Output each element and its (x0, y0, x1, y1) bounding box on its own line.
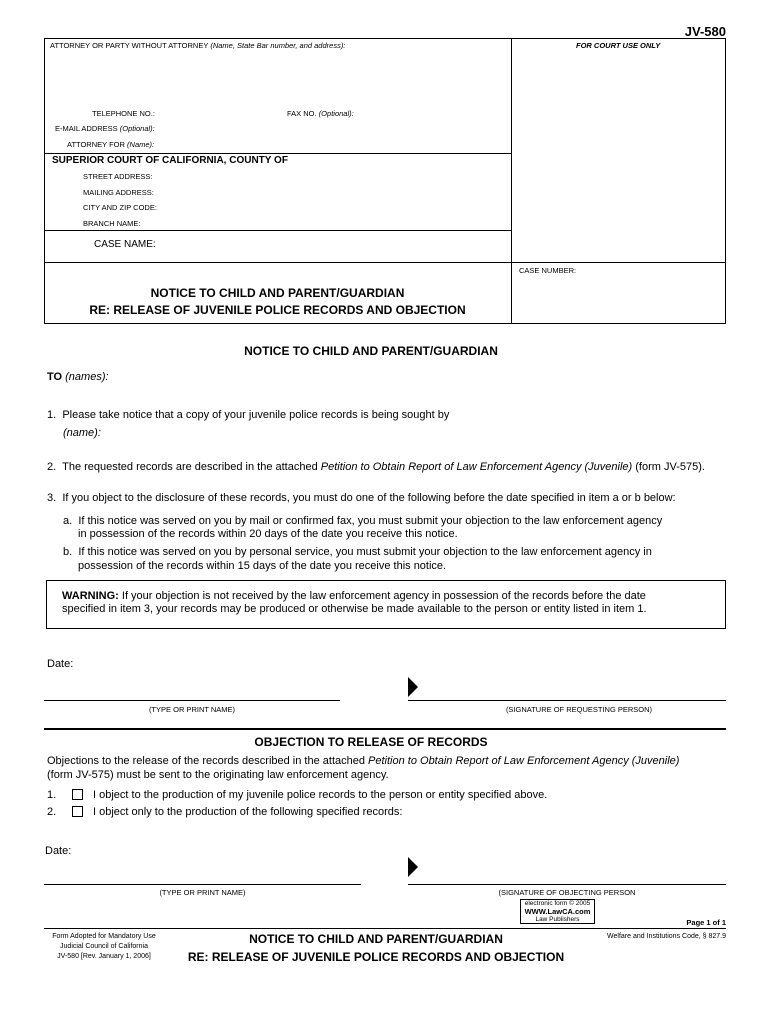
opt-2-num: 2. (47, 806, 57, 818)
sign-arrow-icon-2 (408, 857, 418, 877)
street-label: STREET ADDRESS: (83, 172, 153, 181)
email-label: E-MAIL ADDRESS (Optional): (55, 124, 155, 133)
footer-rule (44, 928, 726, 929)
court-label: SUPERIOR COURT OF CALIFORNIA, COUNTY OF (52, 155, 288, 166)
section-divider (44, 728, 726, 730)
item-3b: b. If this notice was served on you by personal service, you must submit your objection to the law enforcement agency in possession of the records within 15 days of the date you receive this notice. (63, 546, 652, 572)
notice-date-label: Date: (47, 658, 74, 670)
item-3a: a. If this notice was served on you by mail or confirmed fax, you must submit your objection to the law enforcement agency in possession of the records within 20 days of the date you receive this notice. (63, 515, 663, 540)
item-3: 3. If you object to the disclosure of these records, you must do one of the following before the date specified in item a or b below: (47, 492, 676, 504)
objection-name-line[interactable] (44, 884, 361, 885)
objection-signature-line[interactable] (408, 884, 726, 885)
lawca-stamp: electronic form © 2005 WWW.LawCA.com Law Publishers (520, 899, 595, 924)
city-label: CITY AND ZIP CODE: (83, 203, 157, 212)
notice-heading: NOTICE TO CHILD AND PARENT/GUARDIAN (244, 344, 498, 358)
branch-label: BRANCH NAME: (83, 219, 141, 228)
objection-date-label: Date: (45, 845, 72, 857)
caption-box (44, 38, 726, 324)
notice-type-print: (TYPE OR PRINT NAME) (148, 705, 236, 714)
court-use-label: FOR COURT USE ONLY (576, 41, 661, 50)
opt-1-num: 1. (47, 789, 57, 801)
to-label: TO (names): (47, 371, 109, 383)
sign-arrow-icon (408, 677, 418, 697)
item-2: 2. The requested records are described in the attached Petition to Obtain Report of Law Enforcement Agency (Juvenile) (form JV-575). (47, 461, 705, 473)
item-1: 1. Please take notice that a copy of your juvenile police records is being sought by (47, 409, 450, 421)
warning-text: WARNING: If your objection is not received by the law enforcement agency in possession of the records before the date specified in item 3, your records may be produced or otherwise be made available to the person or entity listed in item 1. (62, 590, 647, 615)
notice-signature-caption: (SIGNATURE OF REQUESTING PERSON) (505, 705, 653, 714)
opt-2-text: I object only to the production of the following specified records: (93, 806, 403, 818)
telephone-label: TELEPHONE NO.: (92, 109, 155, 118)
opt-1-text: I object to the production of my juvenile police records to the person or entity specified above. (93, 789, 548, 801)
code-ref: Welfare and Institutions Code, § 827.9 (607, 933, 726, 940)
caption-title: NOTICE TO CHILD AND PARENT/GUARDIAN RE: RELEASE OF JUVENILE POLICE RECORDS AND OBJECTION (89, 286, 466, 317)
opt-1-checkbox[interactable] (72, 789, 83, 800)
page-number: Page 1 of 1 (686, 918, 726, 927)
case-number-label: CASE NUMBER: (519, 266, 577, 275)
mailing-label: MAILING ADDRESS: (83, 188, 154, 197)
notice-name-line[interactable] (44, 700, 340, 701)
objection-intro: Objections to the release of the records described in the attached Petition to Obtain Report of Law Enforcement Agency (Juvenile) (form JV-575) must be sent to the originating law enforcement agency. (47, 755, 680, 781)
footer-title: NOTICE TO CHILD AND PARENT/GUARDIAN RE: RELEASE OF JUVENILE POLICE RECORDS AND OBJECTION (187, 932, 565, 964)
notice-signature-line[interactable] (408, 700, 726, 701)
objection-signature-caption: (SIGNATURE OF OBJECTING PERSON (498, 888, 636, 897)
attorney-label: ATTORNEY OR PARTY WITHOUT ATTORNEY (Name, State Bar number, and address): (50, 41, 346, 50)
case-name-label: CASE NAME: (94, 239, 156, 250)
fax-label: FAX NO. (Optional): (287, 109, 354, 118)
item-1-hint: (name): (63, 427, 101, 439)
form-id: JV-580 (684, 24, 726, 39)
adopted-info: Form Adopted for Mandatory Use Judicial Council of California JV-580 [Rev. January 1, 2006] (52, 933, 156, 960)
attorney-for-label: ATTORNEY FOR (Name): (67, 140, 155, 149)
objection-heading: OBJECTION TO RELEASE OF RECORDS (254, 735, 488, 749)
caption-divider (511, 38, 512, 324)
opt-2-checkbox[interactable] (72, 806, 83, 817)
objection-type-print: (TYPE OR PRINT NAME) (159, 888, 246, 897)
